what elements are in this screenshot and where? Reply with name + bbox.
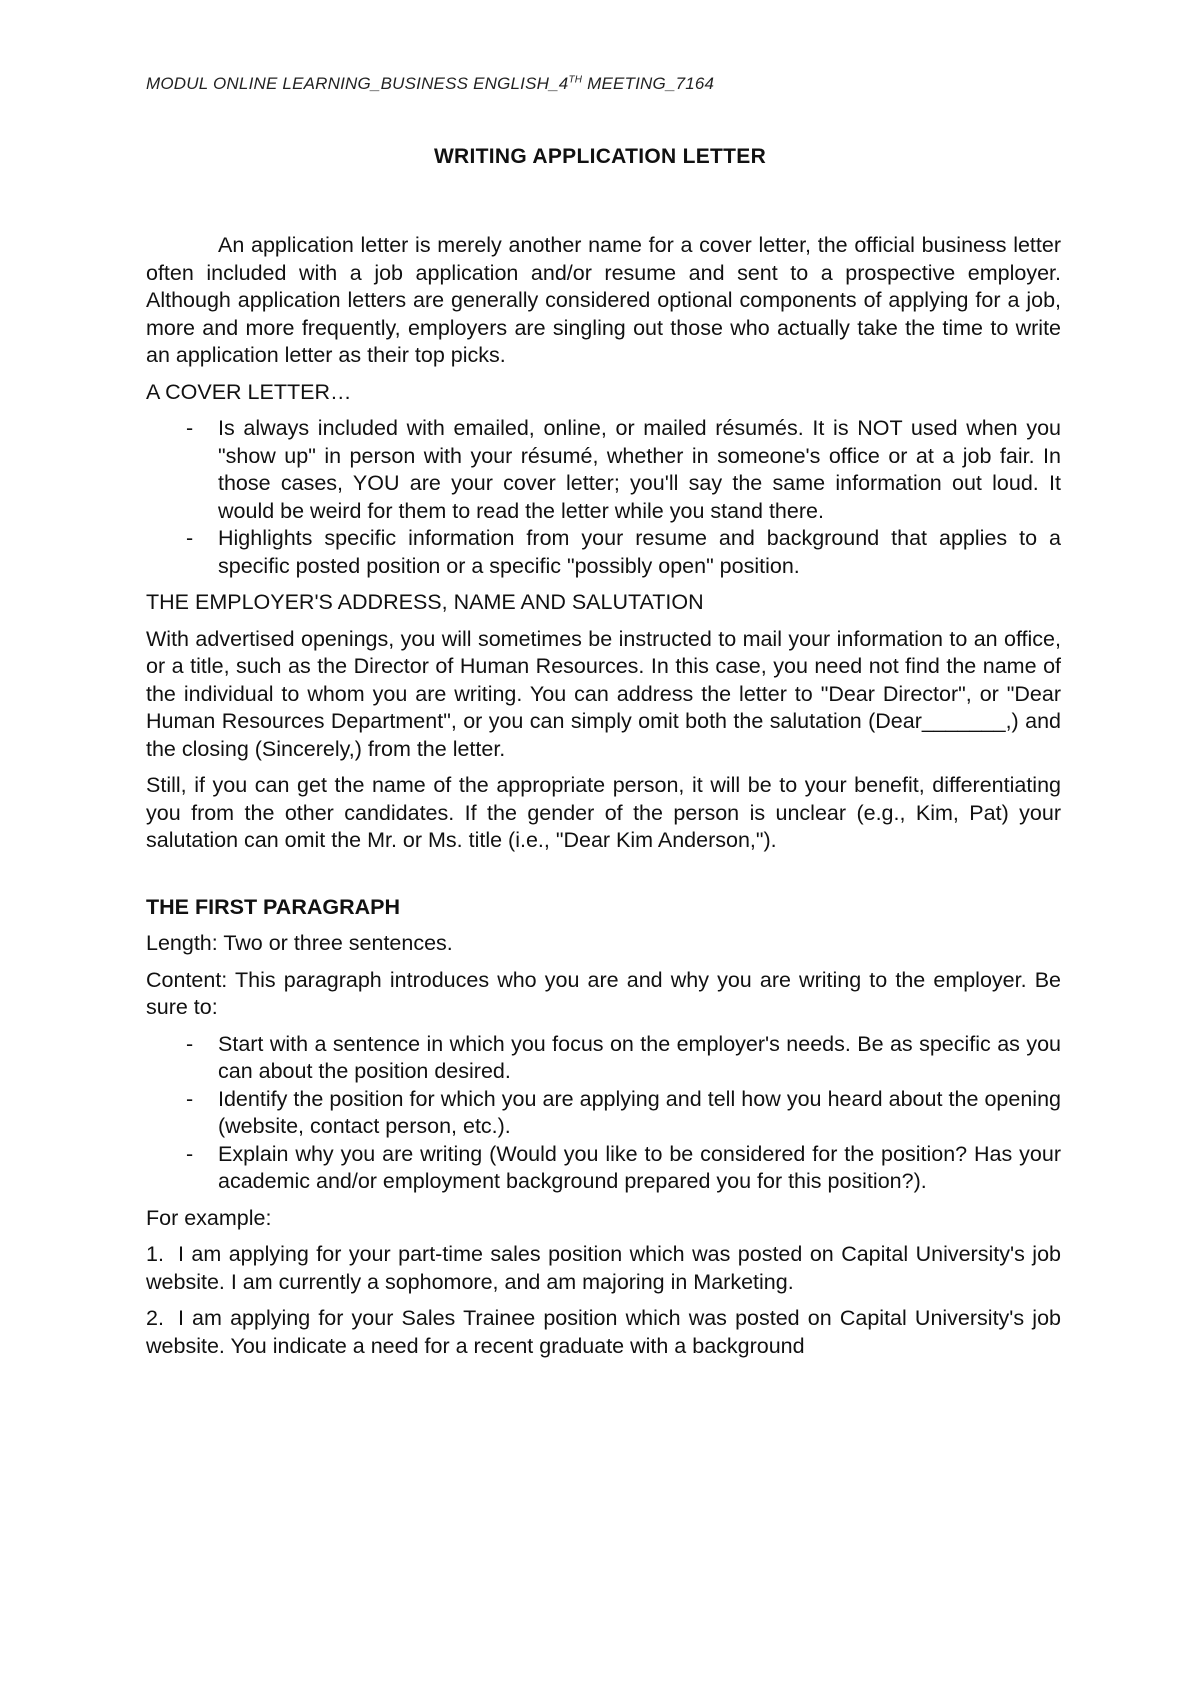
dash-bullet: - xyxy=(186,1086,194,1111)
length-paragraph: Length: Two or three sentences. xyxy=(146,931,453,955)
list-item xyxy=(146,1031,1061,1086)
example-2 xyxy=(146,1305,1061,1360)
example-text: I am applying for your Sales Trainee position which was posted on Capital University's job website. You indicate a need for a recent graduate with a background xyxy=(146,1306,1061,1358)
dash-bullet: - xyxy=(186,416,194,440)
dash-bullet: - xyxy=(186,1141,194,1166)
first-paragraph-heading: THE FIRST PARAGRAPH xyxy=(146,894,401,919)
employer-paragraph-1: With advertised openings, you will sometimes be instructed to mail your information to an office, or a title, such as the Director of Human Resources. In this case, you need not find the name of the individual to whom you are writing. You can address the letter to "Dear Director", or "Dear Human Resources Department", or you can simply omit both the salutation (Dear_______,) and the closing (Sincerely,) from the letter. xyxy=(146,626,1061,761)
list-item-text: Highlights specific information from your resume and background that applies to a specific posted position or a specific "possibly open" position. xyxy=(218,526,1061,578)
list-item-text: Is always included with emailed, online, or mailed résumés. It is NOT used when you "show up" in person with your résumé, whether in someone's office or at a job fair. In those cases, YOU are your cover letter; you'll say the same information out loud. It would be weird for them to read the letter while you stand there. xyxy=(218,416,1061,523)
section-spacer xyxy=(146,864,1061,894)
example-text: I am applying for your part-time sales position which was posted on Capital University's job website. I am currently a sophomore, and am majoring in Marketing. xyxy=(146,1242,1061,1294)
content-paragraph: Content: This paragraph introduces who you are and why you are writing to the employer. Be sure to: xyxy=(146,967,1061,1019)
header-superscript: TH xyxy=(568,74,583,86)
cover-letter-list xyxy=(146,415,1061,580)
list-item xyxy=(146,1086,1061,1141)
header-text-end: MEETING_7164 xyxy=(582,74,715,93)
employer-paragraph-2: Still, if you can get the name of the appropriate person, it will be to your benefit, differentiating you from the other candidates. If the gender of the person is unclear (e.g., Kim, Pat) your salutation can omit the Mr. or Ms. title (i.e., "Dear Kim Anderson,"). xyxy=(146,773,1061,852)
header-text: MODUL ONLINE LEARNING_BUSINESS ENGLISH_4 xyxy=(146,74,569,93)
dash-bullet: - xyxy=(186,1031,194,1056)
document-title: WRITING APPLICATION LETTER xyxy=(433,145,767,168)
running-header xyxy=(146,74,714,94)
list-item xyxy=(146,415,1061,525)
dash-bullet: - xyxy=(186,526,194,550)
list-item-text: Explain why you are writing (Would you like to be considered for the position? Has your academic and/or employment background prepared you for this position?). xyxy=(218,1141,1061,1193)
intro-paragraph: An application letter is merely another name for a cover letter, the official business letter often included with a job application and/or resume and sent to a prospective employer. Although application letters are generally considered optional components of applying for a job, more and more frequently, employers are singling out those who actually take the time to write an application letter as their top picks. xyxy=(146,233,1061,367)
document-body xyxy=(146,232,1061,1369)
example-label: For example: xyxy=(146,1205,272,1230)
example-number: 2. xyxy=(146,1306,164,1330)
list-item xyxy=(146,1141,1061,1196)
list-item-text: Start with a sentence in which you focus on the employer's needs. Be as specific as you can about the position desired. xyxy=(218,1031,1061,1083)
example-number: 1. xyxy=(146,1242,164,1266)
example-1 xyxy=(146,1241,1061,1296)
first-paragraph-list xyxy=(146,1031,1061,1196)
list-item xyxy=(146,525,1061,580)
employer-heading: THE EMPLOYER'S ADDRESS, NAME AND SALUTATION xyxy=(146,590,704,614)
cover-letter-heading: A COVER LETTER… xyxy=(146,379,352,404)
list-item-text: Identify the position for which you are applying and tell how you heard about the opening (website, contact person, etc.). xyxy=(218,1086,1061,1138)
